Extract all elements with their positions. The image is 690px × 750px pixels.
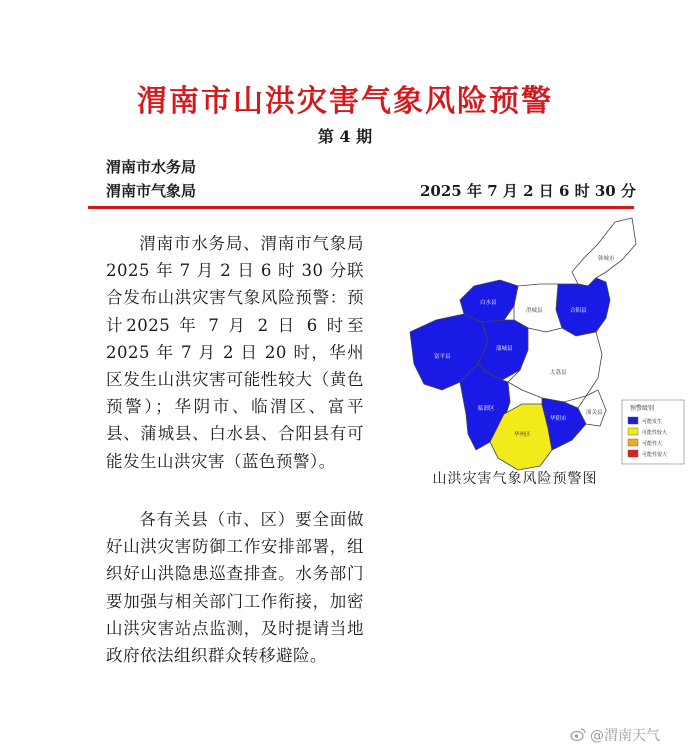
legend-swatch: [628, 439, 638, 446]
map-caption: 山洪灾害气象风险预警图: [432, 471, 598, 487]
paragraph-instructions: [106, 506, 364, 669]
legend-label: 可能性较大: [642, 430, 668, 436]
region-hancheng: [572, 218, 636, 286]
document-title: 渭南市山洪灾害气象风险预警: [137, 84, 553, 119]
label-linwei: 临渭区: [478, 406, 495, 412]
issue-number: 第 4 期: [317, 127, 373, 146]
legend-label: 可能性很大: [642, 452, 668, 458]
legend-swatch: [628, 428, 638, 435]
legend-label: 可能发生: [642, 419, 663, 425]
header-divider: [88, 206, 634, 209]
region-heyang: [556, 278, 610, 336]
weibo-logo-icon: [570, 726, 586, 742]
paragraph-instructions-text: 各有关县（市、区）要全面做好山洪灾害防御工作安排部署，组织好山洪隐患巡查排查。水务部门要加强与相关部门工作衔接，加密山洪灾害站点监测，及时提请当地政府依法组织群众转移避险。: [106, 510, 364, 666]
issue-datetime: 2025 年 7 月 2 日 6 时 30 分: [420, 182, 636, 200]
label-hancheng: 韩城市: [598, 256, 615, 262]
risk-map-svg: [400, 214, 690, 474]
label-pucheng: 蒲城县: [496, 346, 513, 352]
label-fuping: 富平县: [434, 354, 451, 360]
legend-swatch: [628, 417, 638, 424]
map-legend: [622, 400, 684, 464]
paragraph-warning-text: 渭南市水务局、渭南市气象局2025 年 7 月 2 日 6 时 30 分联合发布山洪灾害气象风险预警：预计2025 年 7 月 2 日 6 时至 2025 年 7 月 2 日 20 时，华州区发生山洪灾害可能性较大（黄色预警）；华阴市、临渭区、富平县、蒲城县、白水县、合阳县有可能发生山洪灾害（蓝色预警）。: [106, 234, 364, 471]
label-dali: 大荔县: [550, 370, 567, 376]
label-baishui: 白水县: [480, 300, 497, 306]
label-huayin: 华阴市: [550, 416, 567, 422]
legend-title: 预警级别: [630, 405, 655, 412]
label-chengcheng: 澄城县: [526, 308, 543, 314]
legend-label: 可能性大: [642, 441, 663, 447]
label-heyang: 合阳县: [570, 308, 587, 314]
label-tongguan: 潼关县: [586, 410, 603, 416]
label-huazhou: 华州区: [514, 432, 531, 438]
issuer-meteorological-bureau: 渭南市气象局: [106, 182, 197, 200]
watermark-text: @渭南天气: [590, 728, 660, 744]
paragraph-warning: [106, 230, 364, 475]
risk-map: [400, 214, 690, 474]
legend-swatch: [628, 450, 638, 457]
issuer-water-bureau: 渭南市水务局: [106, 158, 197, 176]
